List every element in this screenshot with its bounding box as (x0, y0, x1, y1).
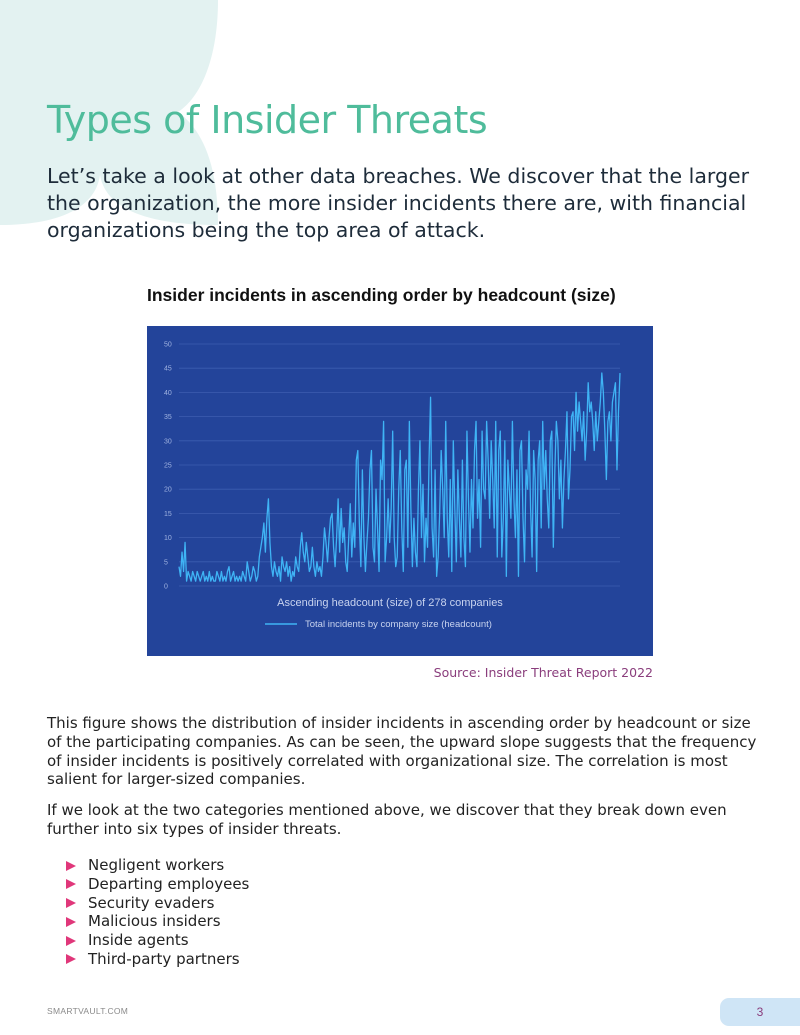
y-tick-label: 20 (164, 486, 172, 494)
chart-source: Source: Insider Threat Report 2022 (433, 665, 653, 680)
list-item (65, 856, 249, 875)
triangle-bullet-icon (66, 879, 76, 889)
page-title: Types of Insider Threats (47, 98, 488, 142)
triangle-bullet-icon (66, 936, 76, 946)
page-number-badge: 3 (720, 998, 800, 1026)
body-paragraph-1: This figure shows the distribution of insider incidents in ascending order by headcount or size of the participating companies. As can be seen, the upward slope suggests that the frequency of insider incidents is positively correlated with organizational size. The correlation is most salient for larger-sized companies. (47, 714, 757, 789)
triangle-bullet-icon (66, 898, 76, 908)
y-tick-label: 35 (164, 414, 172, 422)
footer-brand: SMARTVAULT.COM (47, 1006, 129, 1016)
y-tick-label: 40 (164, 389, 172, 397)
y-tick-label: 10 (164, 535, 172, 543)
list-item-text: Malicious insiders (88, 912, 221, 931)
chart-title: Insider incidents in ascending order by headcount (size) (147, 285, 616, 305)
chart-panel (147, 326, 653, 656)
y-tick-label: 50 (164, 341, 172, 349)
y-tick-label: 15 (164, 510, 172, 518)
y-tick-label: 25 (164, 462, 172, 470)
list-item (65, 875, 249, 894)
list-item-text: Inside agents (88, 931, 189, 950)
threat-type-list (65, 856, 249, 969)
triangle-bullet-icon (66, 954, 76, 964)
y-tick-label: 45 (164, 365, 172, 373)
list-item (65, 894, 249, 913)
triangle-bullet-icon (66, 917, 76, 927)
list-item (65, 931, 249, 950)
y-tick-label: 0 (164, 583, 168, 591)
list-item-text: Negligent workers (88, 856, 225, 874)
list-item (65, 950, 249, 969)
y-tick-label: 30 (164, 438, 172, 446)
y-tick-label: 5 (164, 559, 168, 567)
list-item-text: Departing employees (88, 874, 250, 893)
list-item (65, 912, 249, 931)
x-axis-label: Ascending headcount (size) of 278 companies (277, 597, 503, 609)
body-paragraph-2: If we look at the two categories mentioned above, we discover that they break down even further into six types of insider threats. (47, 801, 727, 838)
list-item-text: Security evaders (88, 893, 215, 912)
legend-label: Total incidents by company size (headcount) (305, 619, 492, 630)
triangle-bullet-icon (66, 861, 76, 871)
lead-paragraph: Let’s take a look at other data breaches. We discover that the larger the organization, the more insider incidents there are, with financial organizations being the top area of attack. (47, 164, 750, 242)
list-item-text: Third-party partners (88, 949, 240, 968)
series-line-total-incidents (179, 373, 620, 581)
incidents-line-chart (147, 326, 653, 656)
